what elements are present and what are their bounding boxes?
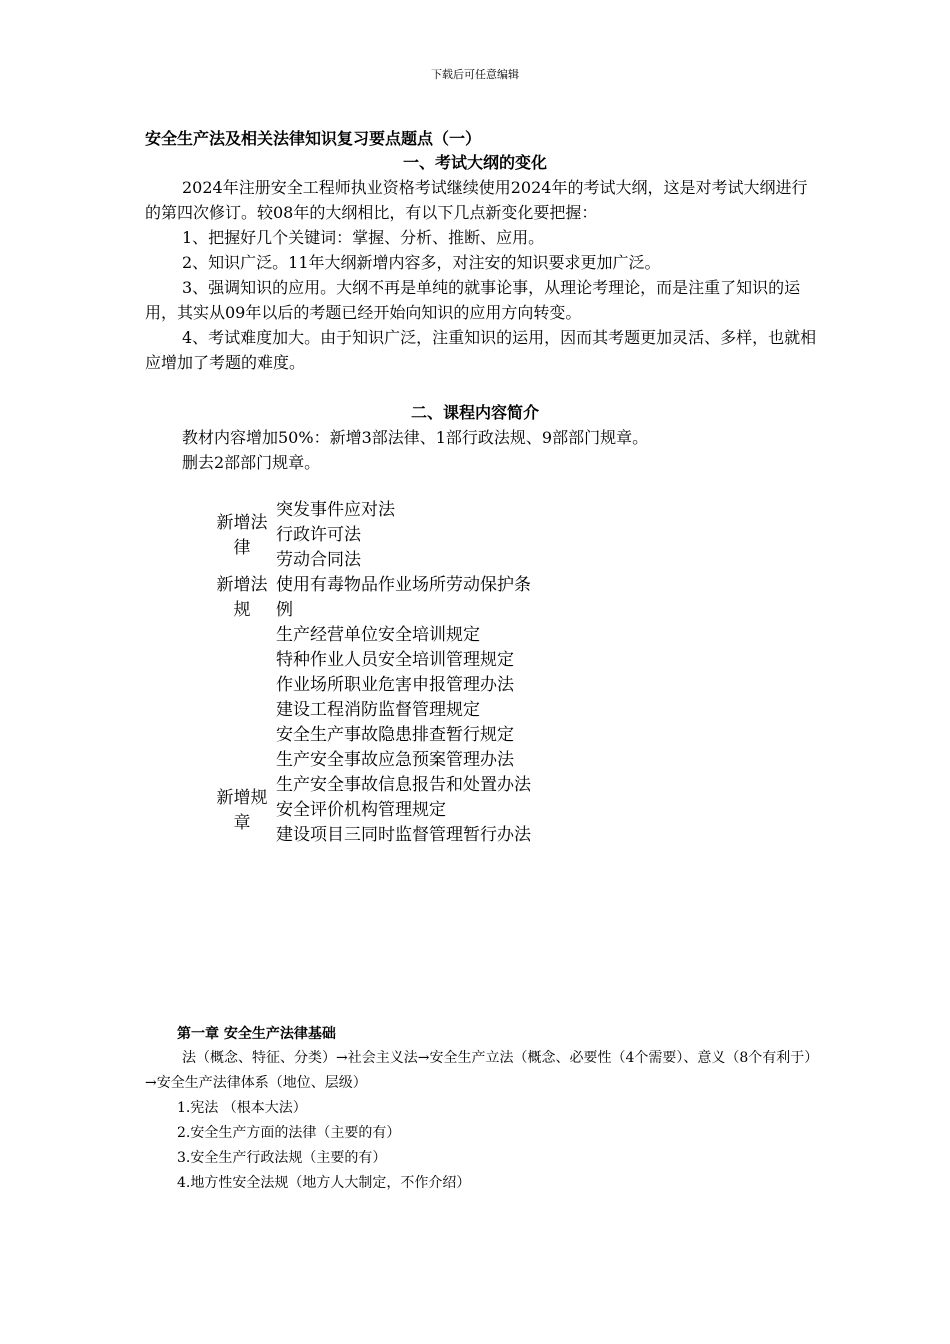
list-item: 行政许可法 (276, 525, 361, 545)
list-item: 生产安全事故信息报告和处置办法 (276, 775, 531, 795)
chapter1-item-1: 1.宪法 （根本大法） (177, 1100, 307, 1116)
content-increase-line: 教材内容增加50%：新增3部法律、1部行政法规、9部部门规章。 (182, 428, 649, 447)
point-3: 3、强调知识的应用。大纲不再是单纯的就事论事，从理论考理论，而是注重了知识的运用，其实从09年以后的考题已经开始向知识的应用方向转变。 (145, 278, 801, 322)
page-header: 下载后可任意编辑 (431, 68, 519, 81)
list-item: 作业场所职业危害申报管理办法 (276, 675, 514, 695)
list-item: 劳动合同法 (276, 550, 361, 570)
list-item: 安全生产事故隐患排查暂行规定 (276, 725, 514, 745)
category-new-rules: 新增规章 (216, 788, 268, 833)
chapter1-item-4: 4.地方性安全法规（地方人大制定，不作介绍） (177, 1175, 471, 1191)
content-removed-line: 删去2部部门规章。 (182, 453, 321, 472)
category-new-laws: 新增法律 (216, 513, 268, 558)
chapter1-heading: 第一章 安全生产法律基础 (177, 1026, 336, 1042)
chapter1-item-2: 2.安全生产方面的法律（主要的有） (177, 1125, 401, 1141)
point-4: 4、考试难度加大。由于知识广泛，注重知识的运用，因而其考题更加灵活、多样，也就相应增加了考题的难度。 (145, 328, 817, 372)
section2-heading: 二、课程内容简介 (410, 403, 539, 422)
list-item: 突发事件应对法 (276, 500, 395, 520)
list-item: 建设工程消防监督管理规定 (276, 700, 480, 720)
list-item: 建设项目三同时监督管理暂行办法 (276, 825, 531, 845)
category-new-regulations: 新增法规 (216, 575, 268, 620)
chapter1-item-3: 3.安全生产行政法规（主要的有） (177, 1150, 387, 1166)
list-item: 使用有毒物品作业场所劳动保护条例 (276, 575, 531, 620)
point-1: 1、把握好几个关键词：掌握、分析、推断、应用。 (182, 228, 545, 247)
list-item: 生产安全事故应急预案管理办法 (276, 750, 514, 770)
list-item: 生产经营单位安全培训规定 (276, 625, 480, 645)
section1-intro: 2024年注册安全工程师执业资格考试继续使用2024年的考试大纲，这是对考试大纲进行的第四次修订。较08年的大纲相比，有以下几点新变化要把握： (145, 178, 808, 222)
document-title: 安全生产法及相关法律知识复习要点题点（一） (145, 129, 482, 148)
new-items-list (276, 498, 532, 848)
chapter1-flow: 法（概念、特征、分类）→社会主义法→安全生产立法（概念、必要性（4个需要）、意义（8个有利于）→安全生产法律体系（地位、层级） (145, 1050, 819, 1091)
list-item: 特种作业人员安全培训管理规定 (276, 650, 514, 670)
list-item: 安全评价机构管理规定 (276, 800, 446, 820)
point-2: 2、知识广泛。11年大纲新增内容多，对注安的知识要求更加广泛。 (182, 253, 661, 272)
section1-heading: 一、考试大纲的变化 (402, 153, 547, 172)
